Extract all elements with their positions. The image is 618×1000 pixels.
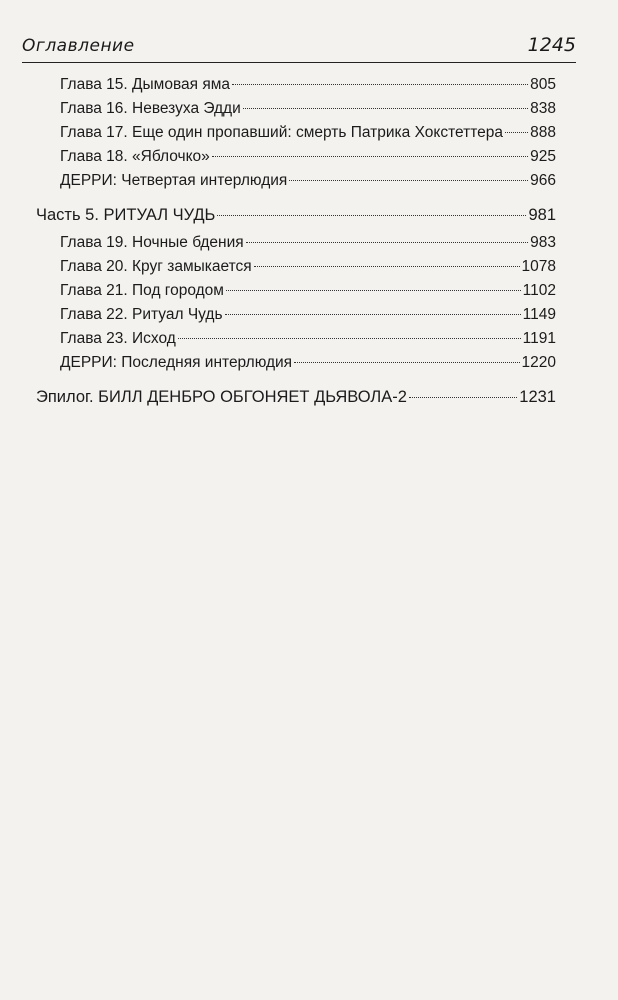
toc-entry[interactable] (60, 280, 556, 302)
toc-entry[interactable] (60, 304, 556, 326)
toc-entry-page: 888 (530, 124, 556, 141)
toc-part-page: 981 (528, 206, 556, 224)
dot-leader (243, 108, 528, 109)
show-through-text (40, 80, 560, 840)
dot-leader (212, 156, 528, 157)
toc-entry-page: 925 (530, 148, 556, 165)
toc-entry-label: Глава 18. «Яблочко» (60, 148, 210, 165)
toc-entry-label: Глава 16. Невезуха Эдди (60, 100, 241, 117)
dot-leader (178, 338, 521, 339)
toc-entry-label: Глава 15. Дымовая яма (60, 76, 230, 93)
toc-entry[interactable] (60, 170, 556, 192)
toc-entry-page: 983 (530, 234, 556, 251)
dot-leader (294, 362, 519, 363)
dot-leader (225, 314, 521, 315)
dot-leader (217, 215, 526, 216)
toc-entry[interactable] (60, 74, 556, 96)
dot-leader (409, 397, 517, 398)
toc-entry-label: Глава 17. Еще один пропавший: смерть Патрика Хокстеттера (60, 124, 504, 141)
toc-epilogue-page: 1231 (519, 388, 556, 406)
toc-entry[interactable] (60, 146, 556, 168)
header-title: Оглавление (22, 36, 135, 56)
dot-leader (505, 132, 528, 133)
toc-epilogue-entry[interactable] (36, 386, 556, 408)
toc-entry-page: 966 (530, 172, 556, 189)
dot-leader (226, 290, 521, 291)
toc-entry-page: 838 (530, 100, 556, 117)
header-rule (22, 62, 576, 63)
dot-leader (246, 242, 528, 243)
toc-entry-label: Глава 22. Ритуал Чудь (60, 306, 223, 323)
running-header (22, 34, 576, 60)
toc-entry-label: ДЕРРИ: Последняя интерлюдия (60, 354, 293, 371)
toc-entry-page: 1149 (522, 306, 556, 323)
toc-entry-label: ДЕРРИ: Четвертая интерлюдия (60, 172, 288, 189)
toc-part-entry[interactable] (36, 204, 556, 226)
dot-leader (289, 180, 528, 181)
toc-entry[interactable] (60, 98, 556, 120)
toc-epilogue-label: Эпилог. БИЛЛ ДЕНБРО ОБГОНЯЕТ ДЬЯВОЛА-2 (36, 388, 407, 406)
toc-entry-label: Глава 23. Исход (60, 330, 176, 347)
toc-entry-page: 1078 (521, 258, 556, 275)
header-page-number: 1245 (527, 34, 576, 56)
toc-entry[interactable] (60, 328, 556, 350)
toc-entry-page: 805 (530, 76, 556, 93)
toc-entry[interactable] (60, 232, 556, 254)
dot-leader (232, 84, 528, 85)
toc-part-label: Часть 5. РИТУАЛ ЧУДЬ (36, 206, 216, 224)
toc-entry[interactable] (60, 122, 556, 144)
toc-entry-page: 1191 (522, 330, 556, 347)
toc-entry-label: Глава 19. Ночные бдения (60, 234, 244, 251)
toc-entry-label: Глава 20. Круг замыкается (60, 258, 252, 275)
toc-entry-label: Глава 21. Под городом (60, 282, 224, 299)
dot-leader (254, 266, 520, 267)
toc-entry-page: 1220 (521, 354, 556, 371)
toc-entry[interactable] (60, 256, 556, 278)
toc-entry[interactable] (60, 352, 556, 374)
toc-entry-page: 1102 (522, 282, 556, 299)
